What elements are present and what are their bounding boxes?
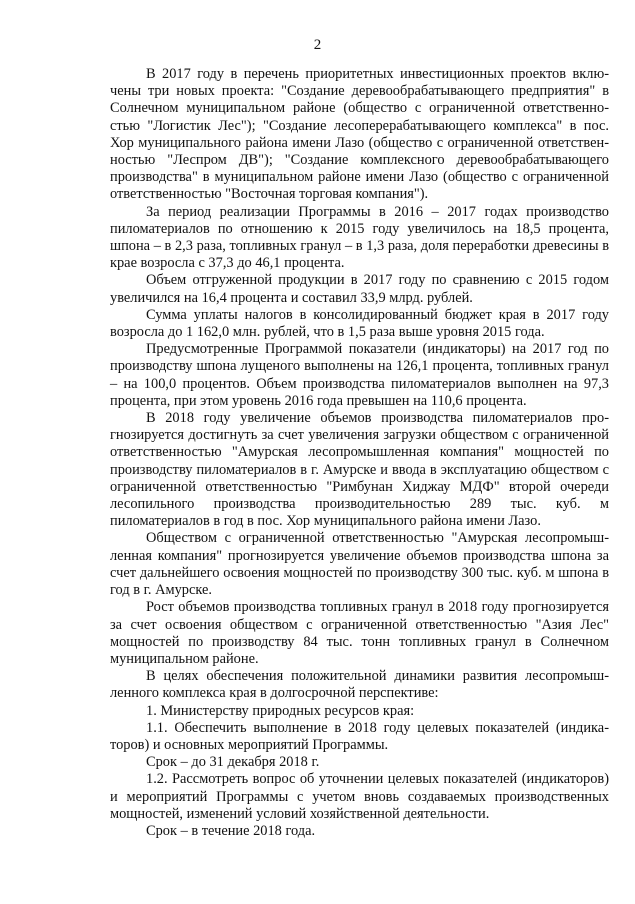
document-body bbox=[110, 66, 609, 840]
paragraph-forecast-pellets: Рост объемов производства топливных гранул в 2018 году прогнозируется за счет освоения обществом с ограниченной ответственностью "Азия Лес" мощностей по производству 84 тыс. тонн топливных гранул в Солнечном муниципальном районе. bbox=[110, 599, 609, 667]
paragraph-forecast-veneer: Обществом с ограниченной ответственностью "Амурская лесопромышленная компания" прогнозируется увеличение объемов производства шпона за счет дальнейшего освоения мощностей по производству 300 тыс. куб. м шпона в год в г. Амурске. bbox=[110, 530, 609, 599]
paragraph-item-1-1: 1.1. Обеспечить выполнение в 2018 году целевых показателей (индикаторов) и основных мероприятий Программы. bbox=[110, 719, 609, 753]
paragraph-deadline-2: Срок – в течение 2018 года. bbox=[146, 822, 316, 839]
paragraph-shipped-products: Объем отгруженной продукции в 2017 году по сравнению с 2015 годом увеличился на 16,4 процента и составил 33,9 млрд. рублей. bbox=[110, 272, 609, 306]
paragraph-item-1-2: 1.2. Рассмотреть вопрос об уточнении целевых показателей (индикаторов) и мероприятий Программы с учетом вновь создаваемых производственных мощностей, изменений условий хозяйственной деятельности. bbox=[110, 771, 609, 822]
paragraph-priority-projects: В 2017 году в перечень приоритетных инвестиционных проектов включены три новых проекта: "Создание деревообрабатывающего предприятия" в Солнечном муниципальном районе (общество с ограниченной ответственностью "Логистик Лес"); "Создание лесоперерабатывающего комплекса" в пос. Хор муниципального района имени Лазо (общество с ограниченной ответственностью "Леспром ДВ"); "Создание комплексного деревообрабатывающего производства" в муниципальном районе имени Лазо (общество с ограниченной ответственностью "Восточная торговая компания"). bbox=[110, 66, 609, 203]
paragraph-indicators-2017: Предусмотренные Программой показатели (индикаторы) на 2017 год по производству шпона лущеного выполнены на 126,1 процента, топливных гранул – на 100,0 процентов. Объем производства пиломатериалов выполнен на 97,3 процента, при этом уровень 2016 года превышен на 110,6 процента. bbox=[110, 341, 609, 409]
paragraph-production-growth: За период реализации Программы в 2016 – 2017 годах производство пиломатериалов по отношению к 2015 году увеличилось на 18,5 процента, шпона – в 2,3 раза, топливных гранул – в 1,3 раза, доля переработки древесины в крае возросла с 37,3 до 46,1 процента. bbox=[110, 203, 609, 272]
paragraph-deadline-1: Срок – до 31 декабря 2018 г. bbox=[146, 754, 320, 771]
paragraph-purpose: В целях обеспечения положительной динамики развития лесопромышленного комплекса края в долгосрочной перспективе: bbox=[110, 668, 609, 702]
paragraph-forecast-lumber: В 2018 году увеличение объемов производства пиломатериалов прогнозируется достигнуть за счет увеличения загрузки обществом с ограниченной ответственностью "Амурская лесопромышленная компания" мощностей по производству пиломатериалов в г. Амурске и ввода в эксплуатацию обществом с ограниченной ответственностью "Римбунан Хиджау МДФ" второй очереди лесопильного производства производительностью 289 тыс. куб. м пиломатериалов в год в пос. Хор муниципального района имени Лазо. bbox=[110, 410, 609, 530]
paragraph-tax-payments: Сумма уплаты налогов в консолидированный бюджет края в 2017 году возросла до 1 162,0 млн. рублей, что в 1,5 раза выше уровня 2015 года. bbox=[110, 306, 609, 341]
paragraph-item-1: 1. Министерству природных ресурсов края: bbox=[146, 702, 415, 719]
page-number: 2 bbox=[313, 37, 322, 53]
